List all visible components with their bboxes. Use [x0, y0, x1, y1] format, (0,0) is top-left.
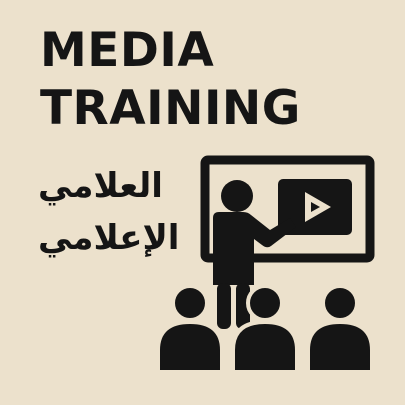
title-line-1: MEDIA: [40, 23, 215, 78]
arabic-title-line-2: الإعلامي: [38, 218, 180, 258]
arabic-title-line-1: العلامي: [38, 166, 163, 206]
audience-member-right: [308, 286, 372, 372]
audience-member-left: [158, 286, 222, 372]
presenter-illustration: [150, 150, 390, 380]
audience-icon: [158, 286, 372, 372]
title-line-2: TRAINING: [40, 81, 301, 136]
